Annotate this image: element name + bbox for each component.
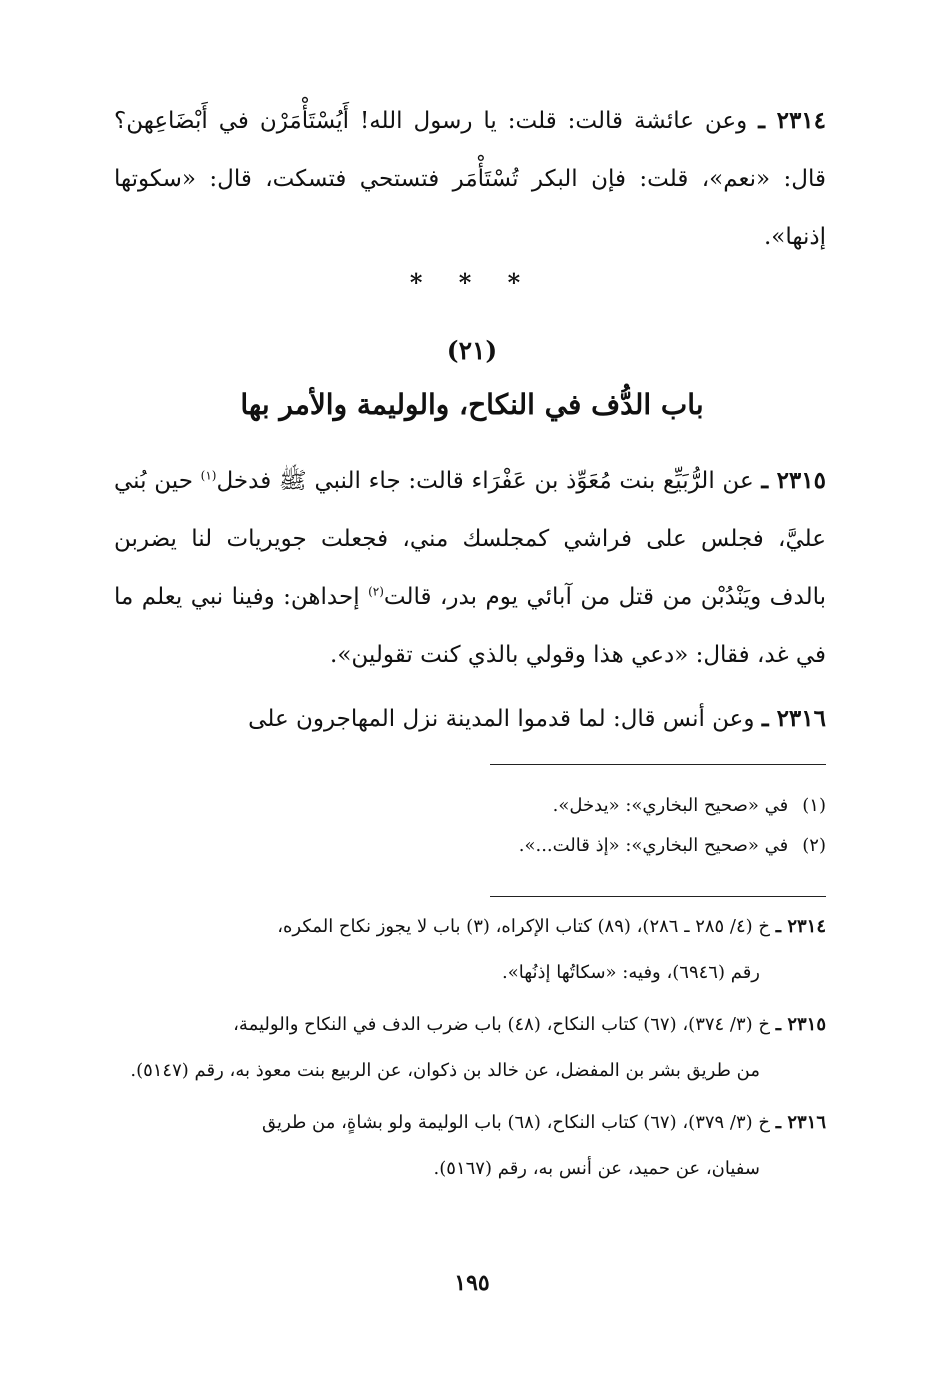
chapter-number: (٢١) — [446, 336, 498, 365]
hadith-text-part: عن الرُّبَيِّع بنت مُعَوِّذ بن عَفْرَاء قالت: جاء النبي ﷺ فدخل — [216, 468, 754, 494]
footnote-text: في «صحيح البخاري»: «يدخل». — [552, 795, 789, 816]
hadith-2314 — [114, 92, 826, 266]
hadith-number: ٢٣١٦ ـ — [761, 705, 826, 732]
hadith-text: وعن عائشة قالت: قلت: يا رسول الله! أَيُسْتَأْمَرْن في أَبْضَاعِهن؟ قال: «نعم»، قلت: فإن البكر تُسْتَأْمَر فتستحي فتسكت، قال: «سكوتها إذنها». — [114, 108, 826, 250]
references-divider — [490, 896, 826, 897]
hadith-number: ٢٣١٥ ـ — [761, 467, 826, 494]
footnote-divider — [490, 764, 826, 765]
reference-number: ٢٣١٤ ـ — [775, 916, 826, 937]
footnote-item — [114, 826, 826, 866]
footnotes — [114, 786, 826, 866]
reference-number: ٢٣١٦ ـ — [775, 1112, 826, 1133]
reference-item — [114, 1100, 826, 1192]
reference-number: ٢٣١٥ ـ — [775, 1014, 826, 1035]
hadith-2316 — [114, 690, 826, 748]
reference-item — [114, 904, 826, 996]
section-separator: * * * — [409, 268, 535, 297]
hadith-text-part: حين بُني عليَّ، فجلس على فراشي كمجلسك مني، فجعلت جويريات لنا يضربن بالدف ويَنْدُبْن من قتل من آبائي يوم بدر، قالت — [114, 468, 826, 610]
hadith-number: ٢٣١٤ ـ — [758, 107, 827, 134]
footnote-mark: (١) — [802, 795, 826, 816]
reference-continuation: رقم (٦٩٤٦)، وفيه: «سكاتُها إذنُها». — [502, 962, 760, 983]
reference-text: خ (٤/ ٢٨٥ ـ ٢٨٦)، (٨٩) كتاب الإكراه، (٣) باب لا يجوز نكاح المكره، — [277, 916, 771, 937]
hadith-text: وعن أنس قال: لما قدموا المدينة نزل المهاجرون على — [248, 706, 755, 732]
footnote-item — [114, 786, 826, 826]
footnote-marker: (٢) — [368, 584, 384, 599]
reference-text: خ (٣/ ٣٧٩)، (٦٧) كتاب النكاح، (٦٨) باب الوليمة ولو بشاةٍ، من طريق — [262, 1112, 771, 1133]
footnote-marker: (١) — [200, 468, 217, 483]
reference-continuation: سفيان، عن حميد، عن أنس به، رقم (٥١٦٧). — [433, 1158, 760, 1179]
hadith-text-part: إحداهن: وفينا نبي يعلم ما في غد، فقال: «دعي هذا وقولي بالذي كنت تقولين». — [114, 584, 826, 668]
page-number: ١٩٥ — [454, 1270, 490, 1296]
references — [114, 904, 826, 1198]
chapter-title: باب الدُّف في النكاح، والوليمة والأمر بها — [240, 388, 704, 421]
reference-text: خ (٣/ ٣٧٤)، (٦٧) كتاب النكاح، (٤٨) باب ضرب الدف في النكاح والوليمة، — [233, 1014, 771, 1035]
reference-item — [114, 1002, 826, 1094]
hadith-2315 — [114, 452, 826, 684]
reference-continuation: من طريق بشر بن المفضل، عن خالد بن ذكوان، عن الربيع بنت معوذ به، رقم (٥١٤٧). — [130, 1060, 760, 1081]
footnote-text: في «صحيح البخاري»: «إذ قالت...». — [518, 835, 789, 856]
footnote-mark: (٢) — [802, 835, 826, 856]
